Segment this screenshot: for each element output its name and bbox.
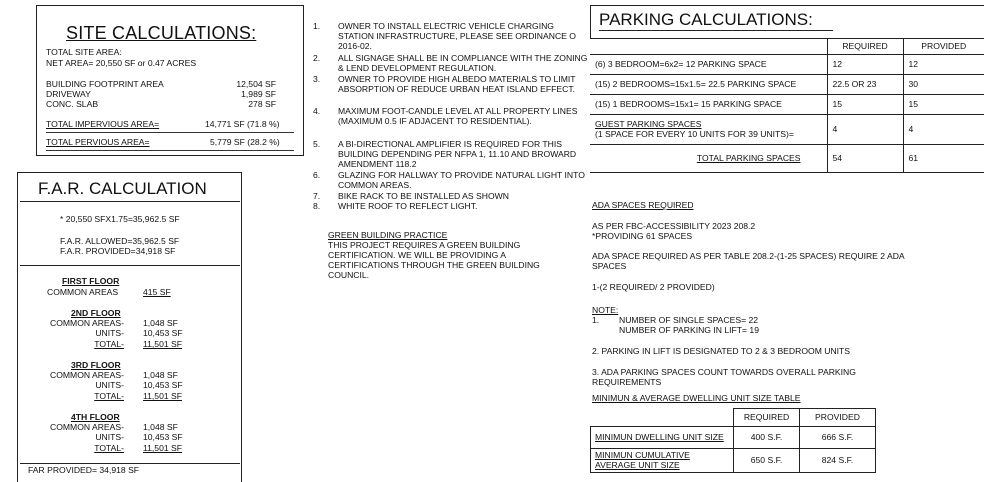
floor-common-label: COMMON AREAS- xyxy=(49,370,124,380)
unit-size-table xyxy=(590,408,876,473)
site-row-value: 278 SF xyxy=(248,99,276,109)
first-floor-common-value: 415 SF xyxy=(143,287,171,297)
first-floor-heading: FIRST FLOOR xyxy=(62,276,120,286)
total-required: 54 xyxy=(827,145,903,173)
floor-total-value: 11,501 SF xyxy=(143,391,183,401)
parking-row-provided: 30 xyxy=(903,75,984,95)
green-building-line: COUNCIL. xyxy=(328,270,370,280)
floor-total-value: 11,501 SF xyxy=(143,443,183,453)
far-formula: * 20,550 SFX1.75=35,962.5 SF xyxy=(60,214,180,224)
floor-units-value: 10,453 SF xyxy=(143,328,183,338)
unit-size-row xyxy=(591,427,876,449)
parking-row-required: 15 xyxy=(827,95,903,115)
floor-units-label: UNITS- xyxy=(95,432,124,442)
site-row-value: 12,504 SF xyxy=(236,79,276,89)
parking-guest-row xyxy=(590,115,984,145)
unit-size-row-label-text: MINIMUN CUMULATIVE xyxy=(595,449,690,460)
guest-provided: 4 xyxy=(903,115,984,145)
parking-row-provided: 12 xyxy=(903,55,984,75)
parking-row-provided: 15 xyxy=(903,95,984,115)
note-number: 3. xyxy=(313,74,321,84)
unit-size-row-provided: 824 S.F. xyxy=(800,449,876,473)
note-text: ALL SIGNAGE SHALL BE IN COMPLIANCE WITH THE ZONING & LEND DEVELOPMENT REGULATION. xyxy=(338,53,588,73)
floor-heading: 2ND FLOOR xyxy=(71,308,121,318)
impervious-label: TOTAL IMPERVIOUS AREA= xyxy=(46,119,160,129)
floor-units-value: 10,453 SF xyxy=(143,432,183,442)
total-site-area-label: TOTAL SITE AREA: xyxy=(46,47,122,57)
ada-note-number: 1. xyxy=(592,315,600,325)
ada-note-3b: REQUIREMENTS xyxy=(592,377,662,387)
ada-heading: ADA SPACES REQUIRED xyxy=(592,200,694,210)
parking-row-label: (15) 2 BEDROOMS=15x1.5= 22.5 PARKING SPACE xyxy=(590,75,827,95)
floor-common-value: 1,048 SF xyxy=(143,422,178,432)
pervious-value: 5,779 SF (28.2 %) xyxy=(210,137,280,147)
first-floor-common-label: COMMON AREAS xyxy=(47,287,119,297)
parking-table xyxy=(590,38,984,173)
ada-note-line: NUMBER OF PARKING IN LIFT= 19 xyxy=(619,325,759,335)
floor-heading: 3RD FLOOR xyxy=(71,360,121,370)
far-provided-footer: FAR PROVIDED= 34,918 SF xyxy=(28,465,140,475)
unit-size-row-required: 400 S.F. xyxy=(734,427,800,449)
parking-row xyxy=(590,95,984,115)
parking-row xyxy=(590,75,984,95)
ada-line: ADA SPACE REQUIRED AS PER TABLE 208.2-(1-25 SPACES) REQUIRE 2 ADA xyxy=(592,251,905,261)
note-number: 4. xyxy=(313,106,321,116)
note-text: A BI-DIRECTIONAL AMPLIFIER IS REQUIRED FOR THIS BUILDING DEPENDING PER NFPA 1, 11.10 AND BROWARD AMENDMENT 118.2 xyxy=(338,139,577,169)
note-number: 1. xyxy=(313,21,321,31)
ada-note-2: 2. PARKING IN LIFT IS DESIGNATED TO 2 & 3 BEDROOM UNITS xyxy=(592,346,851,356)
floor-common-label: COMMON AREAS- xyxy=(49,422,124,432)
parking-row-required: 22.5 OR 23 xyxy=(827,75,903,95)
unit-size-row-label xyxy=(591,449,734,473)
total-parking-label: TOTAL PARKING SPACES xyxy=(696,152,801,163)
site-row-label: CONC. SLAB xyxy=(46,99,99,109)
guest-label: GUEST PARKING SPACES xyxy=(595,118,702,129)
floor-total-label: TOTAL- xyxy=(94,391,124,401)
floor-units-label: UNITS- xyxy=(95,328,124,338)
guest-required: 4 xyxy=(827,115,903,145)
note-number: 7. xyxy=(313,191,321,201)
ada-line: AS PER FBC-ACCESSIBILITY 2023 208.2 xyxy=(592,221,756,231)
note-number: 5. xyxy=(313,139,321,149)
parking-row-label: (6) 3 BEDROOM=6x2= 12 PARKING SPACE xyxy=(590,55,827,75)
floor-total-label: TOTAL- xyxy=(94,443,124,453)
parking-title: PARKING CALCULATIONS: xyxy=(599,10,813,29)
floor-common-label: COMMON AREAS- xyxy=(49,318,124,328)
pervious-label: TOTAL PERVIOUS AREA= xyxy=(46,137,150,147)
parking-guest-cell xyxy=(590,115,827,145)
unit-size-col-provided: PROVIDED xyxy=(800,409,876,427)
unit-size-col-required: REQUIRED xyxy=(734,409,800,427)
guest-desc: (1 SPACE FOR EVERY 10 UNITS FOR 39 UNITS)= xyxy=(595,128,794,139)
ada-note-3a: 3. ADA PARKING SPACES COUNT TOWARDS OVERALL PARKING xyxy=(592,367,856,377)
unit-size-row-label-text: MINIMUN DWELLING UNIT SIZE xyxy=(595,431,724,442)
impervious-value: 14,771 SF (71.8 %) xyxy=(205,119,280,129)
ada-line: 1-(2 REQUIRED/ 2 PROVIDED) xyxy=(592,282,715,292)
floor-units-label: UNITS- xyxy=(95,380,124,390)
parking-row-required: 12 xyxy=(827,55,903,75)
floor-total-label: TOTAL- xyxy=(94,339,124,349)
far-allowed: F.A.R. ALLOWED=35,962.5 SF xyxy=(60,236,180,246)
green-building-line: THIS PROJECT REQUIRES A GREEN BUILDING xyxy=(328,240,521,250)
floor-total-value: 11,501 SF xyxy=(143,339,183,349)
site-row-label: DRIVEWAY xyxy=(46,89,91,99)
far-footer-divider xyxy=(20,463,240,464)
unit-size-row-label-text: AVERAGE UNIT SIZE xyxy=(595,459,680,470)
unit-size-header-blank xyxy=(591,409,734,427)
ada-note-label: NOTE: xyxy=(592,305,619,315)
site-calculations-title: SITE CALCULATIONS: xyxy=(66,23,257,43)
note-number: 6. xyxy=(313,170,321,180)
note-text: GLAZING FOR HALLWAY TO PROVIDE NATURAL LIGHT INTO COMMON AREAS. xyxy=(338,170,585,190)
parking-total-row xyxy=(590,145,984,173)
floor-common-value: 1,048 SF xyxy=(143,370,178,380)
parking-title-underline xyxy=(599,30,833,31)
floor-units-value: 10,453 SF xyxy=(143,380,183,390)
parking-row xyxy=(590,55,984,75)
parking-header-blank xyxy=(590,39,827,55)
parking-col-required: REQUIRED xyxy=(827,39,903,55)
floor-common-value: 1,048 SF xyxy=(143,318,178,328)
parking-total-cell xyxy=(590,145,827,173)
ada-line: *PROVIDING 61 SPACES xyxy=(592,231,693,241)
far-title: F.A.R. CALCULATION xyxy=(38,179,207,198)
unit-size-heading: MINIMUN & AVERAGE DWELLING UNIT SIZE TABLE xyxy=(592,393,801,403)
impervious-divider xyxy=(46,132,294,133)
note-text: MAXIMUM FOOT-CANDLE LEVEL AT ALL PROPERTY LINES (MAXIMUM 0.5 IF ADJACENT TO RESIDENTIAL). xyxy=(338,106,578,126)
ada-note-line: NUMBER OF SINGLE SPACES= 22 xyxy=(619,315,759,325)
total-provided: 61 xyxy=(903,145,984,173)
parking-col-provided: PROVIDED xyxy=(903,39,984,55)
unit-size-row-provided: 666 S.F. xyxy=(800,427,876,449)
far-provided: F.A.R. PROVIDED=34,918 SF xyxy=(60,246,176,256)
far-title-underline xyxy=(20,201,240,202)
note-text: OWNER TO PROVIDE HIGH ALBEDO MATERIALS TO LIMIT ABSORPTION OF REDUCE URBAN HEAT ISLAND EFFECT. xyxy=(338,74,576,94)
green-building-line: CERTIFICATIONS THROUGH THE GREEN BUILDING xyxy=(328,260,540,270)
unit-size-row-label xyxy=(591,427,734,449)
parking-row-label: (15) 1 BEDROOMS=15x1= 15 PARKING SPACE xyxy=(590,95,827,115)
note-number: 2. xyxy=(313,53,321,63)
green-building-heading: GREEN BUILDING PRACTICE xyxy=(328,230,448,240)
site-row-value: 1,989 SF xyxy=(241,89,276,99)
green-building-line: CERTIFICATION. WE WILL BE PROVIDING A xyxy=(328,250,506,260)
site-row-label: BUILDING FOOTPRINT AREA xyxy=(46,79,164,89)
unit-size-row xyxy=(591,449,876,473)
note-text: OWNER TO INSTALL ELECTRIC VEHICLE CHARGING STATION INFRASTRUCTURE, PLEASE SEE ORDINANCE O 2016-02. xyxy=(338,21,576,51)
ada-line: SPACES xyxy=(592,261,627,271)
note-text: WHITE ROOF TO REFLECT LIGHT. xyxy=(338,201,478,211)
note-number: 8. xyxy=(313,201,321,211)
floor-heading: 4TH FLOOR xyxy=(71,412,120,422)
unit-size-row-required: 650 S.F. xyxy=(734,449,800,473)
net-area: NET AREA= 20,550 SF or 0.47 ACRES xyxy=(46,58,197,68)
far-divider xyxy=(20,265,240,266)
pervious-divider xyxy=(46,150,294,151)
note-text: BIKE RACK TO BE INSTALLED AS SHOWN xyxy=(338,191,509,201)
parking-header-row xyxy=(590,39,984,55)
unit-size-header-row xyxy=(591,409,876,427)
